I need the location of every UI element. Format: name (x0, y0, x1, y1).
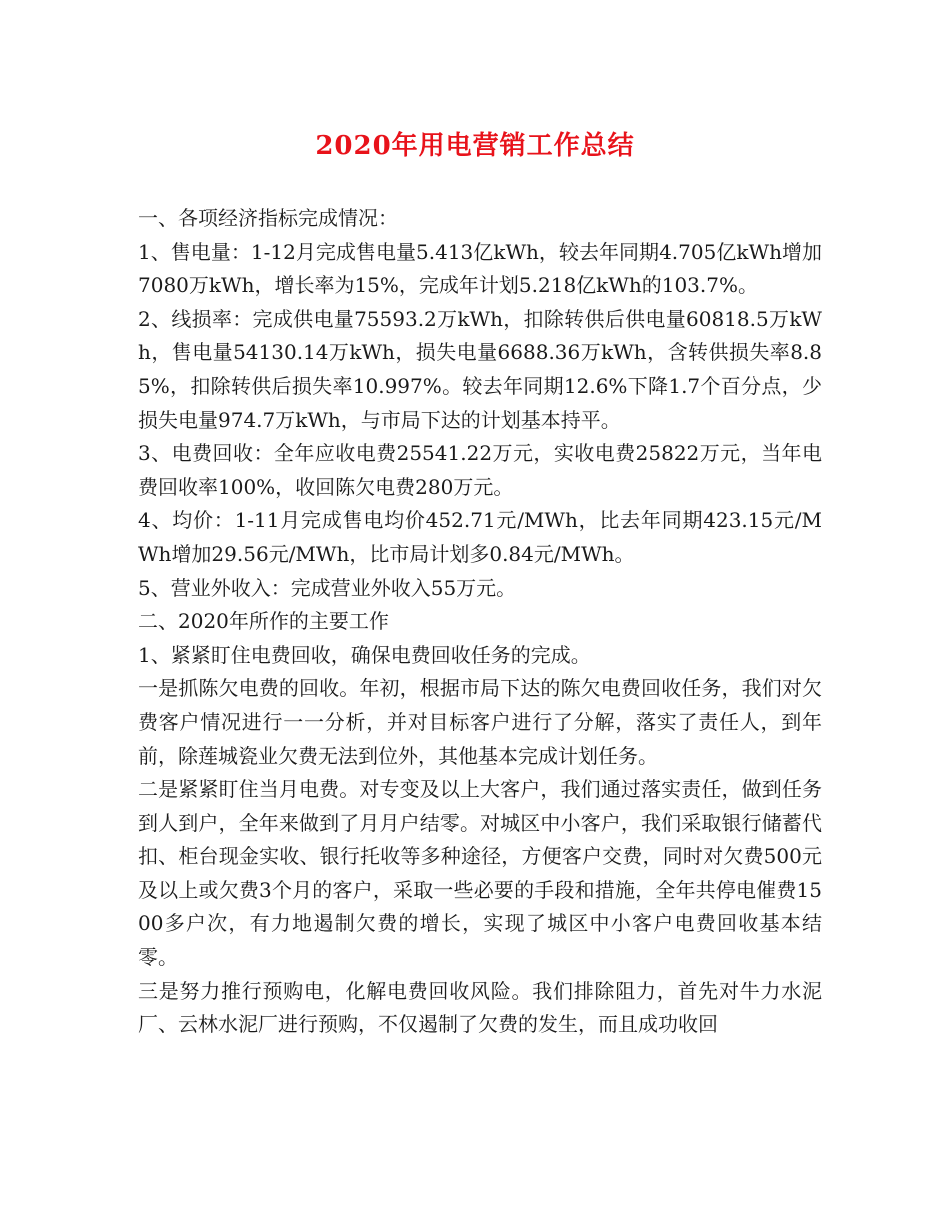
paragraph-non-operating-income: 5、营业外收入：完成营业外收入55万元。 (138, 575, 517, 600)
paragraph-arrears-recovery: 一是抓陈欠电费的回收。年初，根据市局下达的陈欠电费回收任务，我们对欠费客户情况进行一一分析，并对目标客户进行了分解，落实了责任人，到年前，除莲城瓷业欠费无法到位外，其他基本完成计划任务。 (138, 676, 822, 768)
paragraph-fee-recovery: 3、电费回收：全年应收电费25541.22万元，实收电费25822万元，当年电费回收率100%，收回陈欠电费280万元。 (138, 441, 822, 499)
paragraph-average-price: 4、均价：1-11月完成售电均价452.71元/MWh，比去年同期423.15元/MWh增加29.56元/MWh，比市局计划多0.84元/MWh。 (138, 508, 822, 566)
paragraph-prepaid-electricity: 三是努力推行预购电，化解电费回收风险。我们排除阻力，首先对牛力水泥厂、云林水泥厂进行预购，不仅遏制了欠费的发生，而且成功收回 (138, 978, 822, 1037)
paragraph-section-heading-2: 二、2020年所作的主要工作 (138, 609, 389, 634)
paragraph-electricity-sales: 1、售电量：1-12月完成售电量5.413亿kWh，较去年同期4.705亿kWh增加7080万kWh，增长率为15%，完成年计划5.218亿kWh的103.7%。 (138, 239, 822, 298)
paragraph-monthly-fees: 二是紧紧盯住当月电费。对专变及以上大客户，我们通过落实责任，做到任务到人到户，全年来做到了月月户结零。对城区中小客户，我们采取银行储蓄代扣、柜台现金实收、银行托收等多种途径，方便客户交费，同时对欠费500元及以上或欠费3个月的客户，采取一些必要的手段和措施，全年共停电催费1500多户次，有力地遏制欠费的增长，实现了城区中小客户电费回收基本结零。 (138, 777, 822, 970)
document-title: 2020年用电营销工作总结 (315, 131, 635, 161)
paragraph-section-heading-1: 一、各项经济指标完成情况： (138, 206, 398, 230)
paragraph-work-item-1: 1、紧紧盯住电费回收，确保电费回收任务的完成。 (138, 642, 591, 667)
paragraph-line-loss-rate: 2、线损率：完成供电量75593.2万kWh，扣除转供后供电量60818.5万kWh，售电量54130.14万kWh，损失电量6688.36万kWh，含转供损失率8.85%，扣除转供后损失率10.997%。较去年同期12.6%下降1.7个百分点，少损失电量974.7万kWh，与市局下达的计划基本持平。 (138, 306, 822, 432)
document-body (138, 202, 822, 1042)
